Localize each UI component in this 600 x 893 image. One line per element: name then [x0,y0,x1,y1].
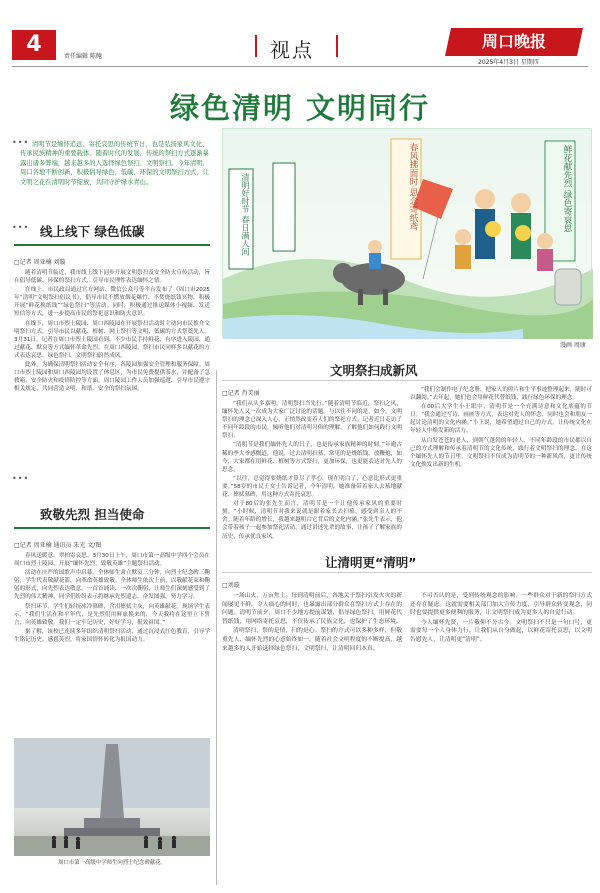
article4-para: 清明祭扫，祭的是情，扫的是心。祭扫的方式可以多种多样，但敬重先人、缅怀先烈的心意始终如一。随着社会文明程度的不断提高，越来越多的人开始选择绿色祭扫、文明祭扫，让清明回归本真。 [222,628,402,652]
article3-body-col1 [222,400,402,540]
article2-body [14,552,210,734]
article3-title: 文明祭扫成新风 [330,363,418,378]
article4-body-col1 [222,592,402,882]
photo-caption: 周口市第一高级中学师生向烈士纪念碑献花。 [58,860,166,866]
banner-middle: 春风拂面时 思念寄纸鸢 [408,143,418,231]
article3-para: 从白发苍苍的老人，到朝气蓬勃的年轻人，不同年龄段的市民都以自己的方式理解和传承着清明节的文化传统，践行着文明祭扫的理念。在这个缅怀先人的节日里，文明祭扫不仅成为清明节的一种新风尚，更让传统文化焕发出新的生机。 [410,437,592,468]
page-headline: 绿色清明 文明同行 [169,91,431,125]
issue-date: 2025年4月3日 星期四 [478,59,539,66]
illustration-credit: 漫画 周康 [560,342,586,349]
article2-para: 据了解，该校已连续多年组织清明祭扫活动，通过沉浸式红色教育，引导学生铭记历史、感恩英烈，将家国情怀转化为报国动力。 [14,628,210,643]
article2-dots: ••• [12,474,30,483]
article3-para: “我们从头多嘉明，清明祭扫当先行。”随着清明节临近，祭扫之风，缅怀先人又一次成为大家广泛讨论的话题。与以往不同的是，如今，文明祭扫的理念已深入人心，正悄然改变着人们的祭祀方式。记者近日走访了不同年龄段的市民，倾听他们对清明习俗的理解，了解他们如何践行文明祭扫。 [222,401,402,440]
article2-para: 活动在庄严的国歌声中启幕。全体师生肃立默哀三分钟，向烈士纪念碑三鞠躬，学生代表敬献花篮，向革命英雄致敬。全体师生依次上前，以敬献花束和鞠躬的形式，向先烈表达敬意。一首首诵读、一次次鞠躬，让师生们深刻感受到了先烈的伟大精神，同学们纷纷表示将继承先烈遗志，奋发图强，努力学习。 [14,570,210,601]
article1-dots: ••• [12,223,30,232]
logo-text: 周口晚报 [481,32,546,51]
column-separator [216,370,217,885]
editor-line: 责任编辑 陈鲍 [64,53,102,60]
article3-body-col2 [410,386,592,536]
article4-rule [222,572,592,573]
page-number-badge: 4 [12,30,56,60]
banner-right: 鲜花献先烈 绿色寄哀思 [562,145,572,233]
cartoon-illustration [222,128,592,338]
article1-rule [14,244,210,246]
section-divider-left [255,35,257,57]
article2-para: 春风送暖意，翠柏寄哀思。3月30日上午，周口市第一高级中学四个会员在周口市烈士陵园，开展“缅怀先烈，致敬英雄”主题祭扫活动。 [14,553,210,568]
article4-title: 让清明更“清明” [325,555,417,570]
intro-paragraph: 清明节是缅怀追远、寄托哀思的传统节日，也是弘扬家风文化、传承民族精神的重要载体。随着时代的发展，传统的祭扫方式逐渐暴露出诸多弊端，越来越多的人选择绿色祭扫、文明祭扫。今年清明，周口各地不断创新，积极倡导绿色、低碳、环保的文明祭扫方式，让文明之花在清明时节绽放，共同守护绿水青山。 [20,141,209,186]
article3-para: “清明节是我们缅怀先人的日子，也是传承家族精神的时刻。”年逾古稀的李大爷感慨道，他说，过去清明扫墓，常见的是烧纸钱、放鞭炮，如今，大家都在用鲜花、植树等方式祭扫，更加环保，也更能表达对先人的思念。 [222,442,402,473]
article3-byline: □记者 肖美丽 [222,390,260,397]
article4-para: 今人缅怀先贤，一片敬仰不分古今。文明祭扫不只是一句口号，更需要每一个人身体力行。让我们从自身做起，以鲜花寄托哀思，以文明告慰先人，让清明更“清明”。 [410,619,592,643]
article1-para: 随着清明节临近，我市线上线下同步开展文明祭扫及安全防火宣传活动，旨在倡导低碳、环保的祭扫方式，引导市民理性表达缅怀之情。 [14,270,210,285]
article4-body-col2 [410,592,592,882]
section-divider-right [336,35,338,57]
intro-dots: ••• [12,138,30,147]
article2-para: 祭扫环节，学生们轻抚冰冷墓碑，含泪擦拭尘灰，向英雄献花。现场学生表示，“我们生活在和平年代，是先烈们用鲜血换来的，今天我将在这里立下誓言，向英雄致敬。我们一定牢记历史，好好学习，报效祖国。” [14,603,210,626]
article3-para: 对于80后的张先生而言，清明节是一个让他传承家风的重要时刻。“小时候，清明节对我来说就是跟着家长去扫墓，感受到亲人的不舍。随着年龄的增长，我越来越明白它背后的文化内涵。”张先生表示，他会带着孩子一起参加祭祀活动，通过讲述先辈的故事，让孩子了解家族的历史，传承优良家风。 [222,501,402,540]
article4-byline: □刘璇 [222,582,240,589]
article1-byline: □记者 周亚楠 刘璇 [14,259,66,266]
monument-svg [14,738,210,856]
newspaper-logo[interactable] [445,28,583,56]
article1-body [14,269,210,461]
article1-para: 在线下，周口市烈士陵园、周口西陵园在开展祭扫活动时主动向市民推介文明祭扫方式，引导市民以献花、植树、网上祭扫等文明、低碳的方式祭奠先人。3月31日，记者在周口市烈士陵园看到，不少市民手持鲜花，有序进入陵园，通过献花、默哀等方式缅怀革命先烈。在周口西陵园，祭扫市民同样多以献花的方式表达哀思。绿色祭扫、文明祭扫蔚然成风。 [14,320,210,359]
article3-rule [222,380,592,381]
header-rule [12,66,588,67]
article1-title: 线上线下 绿色低碳 [40,224,145,239]
article4-para: 一场山火，万亩焦土。每到清明前后，各地关于祭扫引发火灾的新闻屡见不鲜。令人痛心的同时，也暴露出部分群众在祭扫方式上存在的问题。清明节前夕，周口不少地方提前谋划，倡导绿色祭扫，用鲜花代替纸钱，用网络寄托哀思，不仅传承了民族文化，也保护了生态环境。 [222,593,402,625]
article2-byline: □记者 周亚楠 通讯员 朱光 文/图 [14,542,102,549]
article3-para: 在00后大学生小王眼中，清明节是一个充满诗意和文化底蕴的节日。“我会通过写诗、画画等方式，表达对先人的怀念，同时也会和朋友一起讨论清明的文化内涵。”小王说，她希望通过自己的方式，让传统文化在年轻人中焕发新的活力。 [410,404,592,435]
section-title: 视点 [270,38,314,62]
article1-para: 此外，为确保清明祭扫活动安全有序，各陵园加强安全管理和服务保障。周口市烈士陵园和周口西陵园均设置了休息区，为市民免费提供茶水，并配备了急救箱。安全防火和疫情防控等方面，周口陵园工作人员加强巡逻，引导市民遵守相关规定，共同营造文明、和谐、安全的祭扫氛围。 [14,362,210,393]
article2-title: 致敬先烈 担当使命 [40,507,145,522]
article3-para: “我们会制作电子纪念册，把家人的照片和生平事迹整理起来，随时可以翻阅。”去年起，她们也会用鲜花代替纸钱，践行绿色环保的理念。 [410,387,592,402]
article3-para: “以往，总觉得要烧纸才算尽了孝心，现在明白了，心意比形式更重要。”58岁的市民王女士告诉记者，今年清明，她准备带着家人去墓地献花、擦拭墓碑，用这种方式寄托哀思。 [222,475,402,499]
article4-para: 不可否认的是，受到传统观念的影响，一些群众对于新的祭扫方式还存在疑虑。这就需要相关部门加大宣传力度，引导群众转变观念，同时也要提供更多便利的服务，让文明祭扫成为更多人的自觉行动。 [410,593,592,617]
banner-left: 清明好时节 春日满人间 [241,173,250,256]
monument-photo [14,738,210,856]
article1-para: 在线上，市民政局通过官方网站、微信公众号等平台发布了《周口市2025年“清明”文明祭扫倡议书》，倡导市民不燃放烟花爆竹、不焚烧纸钱冥物，积极开展“鲜花换纸钱”“绿色祭扫”等活动。同时，积极通过推送媒体小视频、发送短信等方式，进一步提高市民的祭祀意识和防火意识。 [14,287,210,318]
article2-rule [14,527,210,529]
